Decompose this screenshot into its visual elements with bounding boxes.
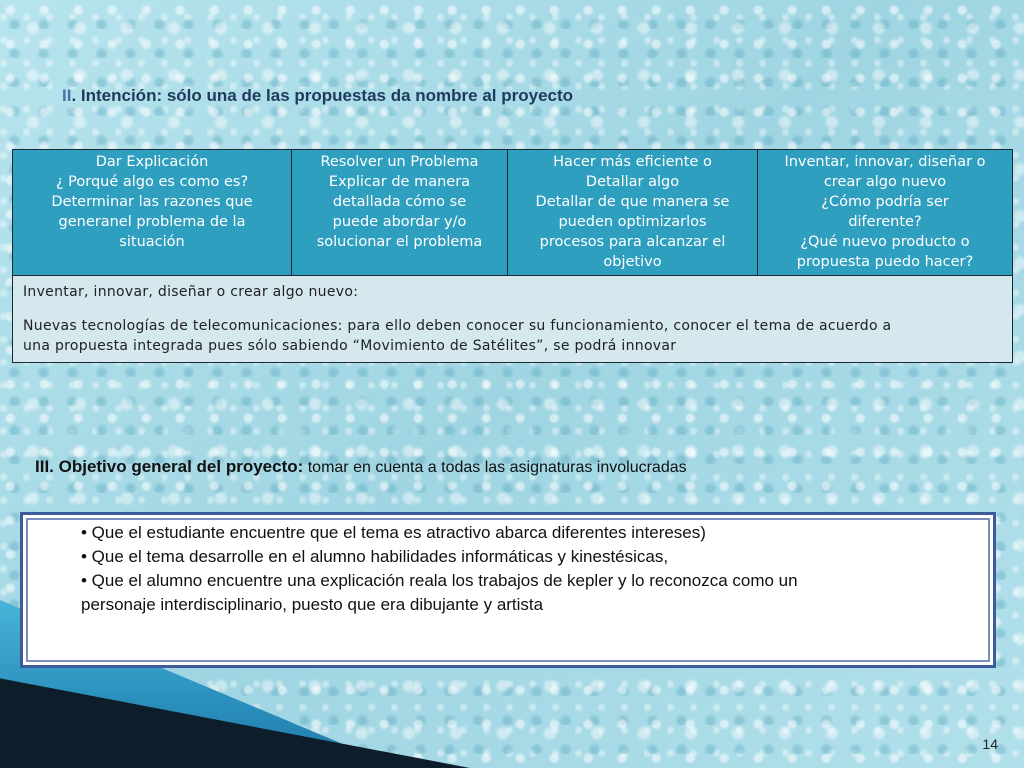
body-line-tecnologias: Nuevas tecnologías de telecomunicaciones: para ello deben conocer su funcionamiento, conocer el tema de acuerdo a	[23, 318, 892, 334]
proposal-table	[12, 149, 1013, 363]
header-line: crear algo nuevo	[823, 174, 947, 190]
body-line-intro: Inventar, innovar, diseñar o crear algo nuevo:	[23, 284, 359, 300]
header-line: diferente?	[848, 214, 922, 230]
header-line: generanel problema de la	[58, 214, 246, 230]
header-line: detallada cómo se	[332, 194, 467, 210]
header-hacer-eficiente	[508, 150, 758, 276]
header-line: objetivo	[603, 254, 662, 270]
body-line-propuesta: una propuesta integrada pues sólo sabiendo “Movimiento de Satélites”, se podrá innovar	[23, 338, 677, 354]
header-line: ¿Qué nuevo producto o	[800, 234, 970, 250]
header-line: Inventar, innovar, diseñar o	[784, 154, 986, 170]
objetivo-heading-bold: III. Objetivo general del proyecto:	[35, 457, 304, 476]
header-dar-explicacion	[13, 150, 292, 276]
header-line: puede abordar y/o	[332, 214, 467, 230]
table-header-row	[13, 150, 1013, 276]
section-heading-objetivo	[35, 457, 687, 477]
header-line: Dar Explicación	[95, 154, 209, 170]
objetivo-heading-rest: tomar en cuenta a todas las asignaturas involucradas	[303, 459, 687, 476]
header-line: ¿Cómo podría ser	[821, 194, 949, 210]
body-spacer	[23, 302, 1004, 316]
header-line: propuesta puedo hacer?	[796, 254, 974, 270]
objectives-box	[20, 512, 996, 668]
objectives-list	[81, 521, 973, 617]
page-number: 14	[982, 736, 998, 752]
section-heading-intencion	[62, 86, 573, 106]
header-inventar-innovar	[758, 150, 1013, 276]
header-line: Explicar de manera	[328, 174, 471, 190]
table-body-cell	[13, 276, 1013, 363]
header-line: solucionar el problema	[316, 234, 483, 250]
objective-item-continuation: personaje interdisciplinario, puesto que era dibujante y artista	[81, 595, 544, 614]
objective-item: • Que el tema desarrolle en el alumno habilidades informáticas y kinestésicas,	[81, 547, 669, 566]
objective-item: • Que el estudiante encuentre que el tema es atractivo abarca diferentes intereses)	[81, 523, 706, 542]
table-body-row	[13, 276, 1013, 363]
section-heading-text: . Intención: sólo una de las propuestas da nombre al proyecto	[71, 86, 574, 105]
header-line: pueden optimizarlos	[558, 214, 707, 230]
header-line: Detallar algo	[585, 174, 680, 190]
header-line: procesos para alcanzar el	[539, 234, 726, 250]
header-line: situación	[119, 234, 185, 250]
section-numeral: II	[62, 86, 72, 105]
header-line: Hacer más eficiente o	[553, 154, 712, 170]
header-resolver-problema	[292, 150, 508, 276]
header-line: Resolver un Problema	[320, 154, 479, 170]
header-line: ¿ Porqué algo es como es?	[55, 174, 249, 190]
header-line: Determinar las razones que	[51, 194, 253, 210]
objective-item: • Que el alumno encuentre una explicación reala los trabajos de kepler y lo reconozca como un	[81, 571, 798, 590]
header-line: Detallar de que manera se	[535, 194, 730, 210]
